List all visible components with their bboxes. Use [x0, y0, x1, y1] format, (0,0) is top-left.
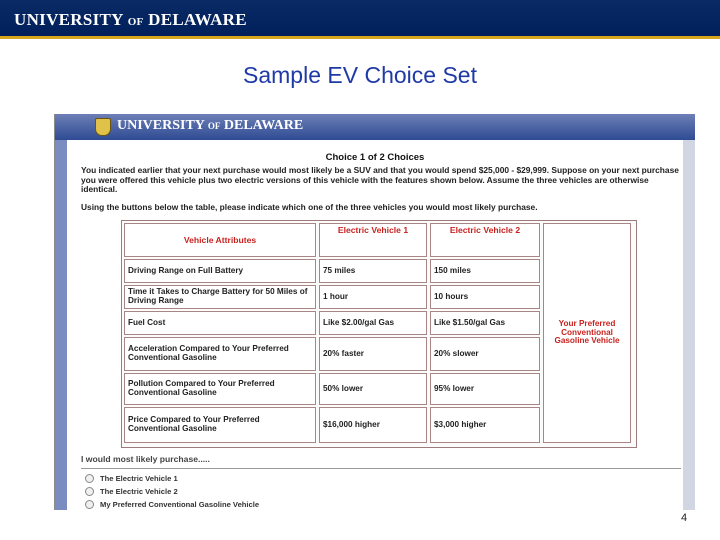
ev1-driving-range: 75 miles	[319, 259, 427, 283]
attribute-fuel-cost: Fuel Cost	[124, 311, 316, 335]
attribute-pollution: Pollution Compared to Your Preferred Conventional Gasoline	[124, 373, 316, 405]
preferred-gasoline-vehicle-column	[543, 223, 631, 443]
option-label: My Preferred Conventional Gasoline Vehicle	[100, 500, 260, 509]
choice-title: Choice 1 of 2 Choices	[325, 152, 425, 163]
logo-delaware-text: DELAWARE	[148, 10, 247, 29]
ev1-fuel-cost: Like $2.00/gal Gas	[319, 311, 427, 335]
option-electric-vehicle-1[interactable]	[85, 474, 178, 483]
slide-header-bar	[0, 0, 720, 36]
radio-icon[interactable]	[85, 474, 94, 483]
attribute-driving-range: Driving Range on Full Battery	[124, 259, 316, 283]
intro-text: You indicated earlier that your next purchase would most likely be a SUV and that you would spend $25,000 - $29,999. Suppose on your next purchase you were offered this vehicle plus two electric versions of this vehicle with the features shown below. Assume the three vehicles are otherwise identical.	[81, 165, 679, 195]
option-preferred-gasoline-vehicle[interactable]	[85, 500, 259, 509]
ev2-fuel-cost: Like $1.50/gal Gas	[430, 311, 540, 335]
option-electric-vehicle-2[interactable]	[85, 487, 178, 496]
question-divider	[81, 468, 681, 469]
slide-title: Sample EV Choice Set	[243, 62, 477, 88]
preferred-vehicle-label: Your Preferred Conventional Gasoline Vehicle	[554, 319, 620, 346]
header-electric-vehicle-2: Electric Vehicle 2	[430, 223, 540, 257]
page-number: 4	[681, 512, 688, 524]
logo-of-text: OF	[127, 16, 144, 28]
header-vehicle-attributes: Vehicle Attributes	[124, 223, 316, 257]
survey-university-logo	[117, 118, 303, 134]
ev1-charge-time: 1 hour	[319, 285, 427, 309]
ev2-price: $3,000 higher	[430, 407, 540, 443]
ev2-acceleration: 20% slower	[430, 337, 540, 371]
purchase-question: I would most likely purchase.....	[81, 454, 210, 464]
header-gold-rule	[0, 36, 720, 39]
ev2-charge-time: 10 hours	[430, 285, 540, 309]
ev1-price: $16,000 higher	[319, 407, 427, 443]
survey-logo-delaware-text: DELAWARE	[223, 118, 304, 133]
survey-logo-of-text: OF	[207, 121, 221, 131]
university-logo	[14, 10, 247, 30]
university-seal-icon	[95, 118, 111, 136]
logo-university-text: UNIVERSITY	[14, 10, 124, 29]
option-label: The Electric Vehicle 1	[100, 474, 178, 483]
ev1-pollution: 50% lower	[319, 373, 427, 405]
survey-body	[55, 140, 695, 510]
ev2-driving-range: 150 miles	[430, 259, 540, 283]
attribute-charge-time: Time it Takes to Charge Battery for 50 Miles of Driving Range	[124, 285, 316, 309]
radio-icon[interactable]	[85, 487, 94, 496]
ev2-pollution: 95% lower	[430, 373, 540, 405]
option-label: The Electric Vehicle 2	[100, 487, 178, 496]
right-side-band	[683, 140, 695, 510]
ev1-acceleration: 20% faster	[319, 337, 427, 371]
survey-logo-university-text: UNIVERSITY	[117, 118, 205, 133]
left-side-band	[55, 140, 67, 510]
radio-icon[interactable]	[85, 500, 94, 509]
header-electric-vehicle-1: Electric Vehicle 1	[319, 223, 427, 257]
attribute-acceleration: Acceleration Compared to Your Preferred Conventional Gasoline	[124, 337, 316, 371]
survey-header-bar	[55, 114, 695, 140]
survey-screenshot	[54, 114, 695, 510]
choice-table	[121, 220, 637, 448]
instruction-text: Using the buttons below the table, please indicate which one of the three vehicles you would most likely purchase.	[81, 202, 538, 212]
attribute-price: Price Compared to Your Preferred Conventional Gasoline	[124, 407, 316, 443]
